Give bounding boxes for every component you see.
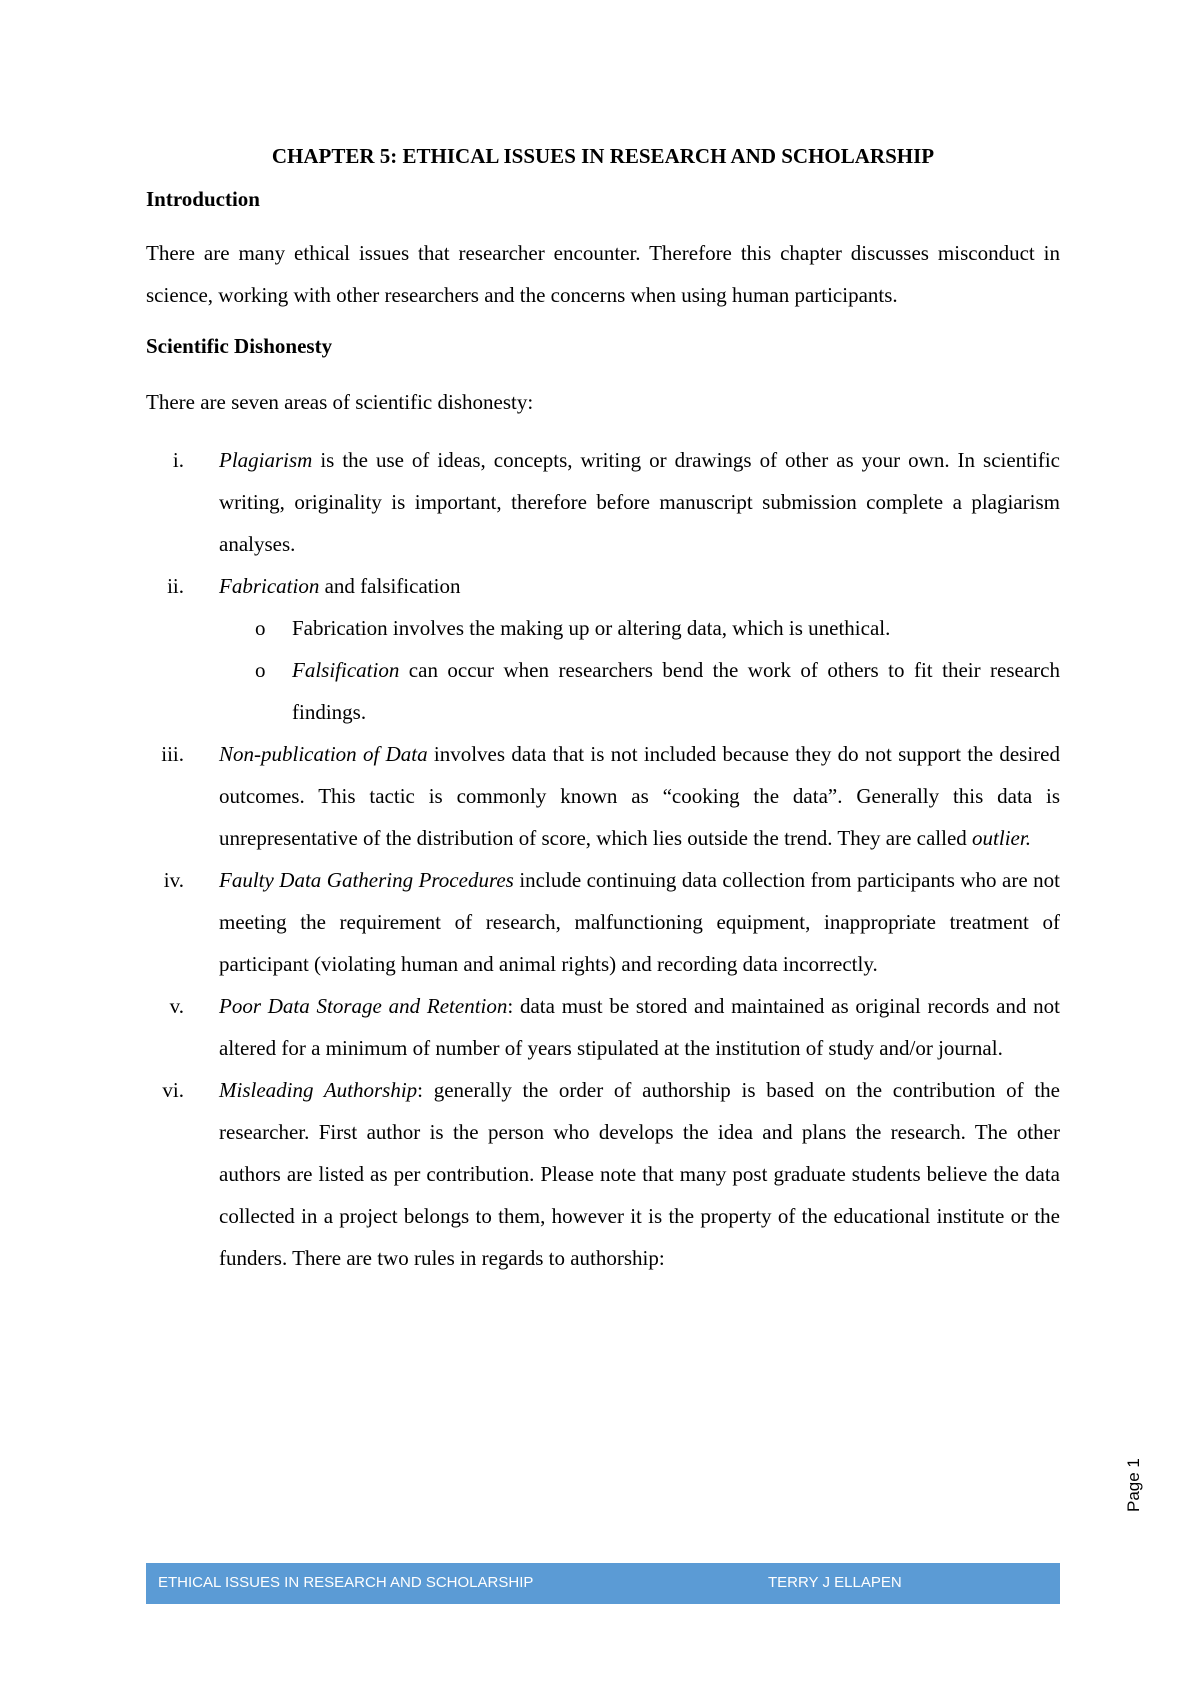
list-item [146,985,1060,1069]
list-item-emphasis: outlier. [972,826,1031,850]
list-item-text: : data must be stored and maintained as original records and not altered for a minimum of number of years stipulated at the institution of study and/or journal. [219,994,1060,1060]
sub-bullet: o [255,658,266,682]
list-item-term: Poor Data Storage and Retention [219,994,508,1018]
sub-item-text: Fabrication involves the making up or altering data, which is unethical. [292,616,891,640]
sub-list-item [219,649,1060,733]
list-item [146,733,1060,859]
list-item-number: ii. [167,574,184,598]
list-item [146,1069,1060,1279]
footer-title: ETHICAL ISSUES IN RESEARCH AND SCHOLARSHIP [158,1574,534,1591]
list-item-term: Fabrication [219,574,320,598]
list-item-number: iv. [163,868,184,892]
list-item-term: Faulty Data Gathering Procedures [219,868,514,892]
sub-item-text: can occur when researchers bend the work of others to fit their research findings. [292,658,1060,724]
list-item [146,439,1060,565]
dishonesty-list [146,439,1060,1279]
list-item [146,859,1060,985]
list-item-number: vi. [162,1078,184,1102]
introduction-heading: Introduction [146,187,260,211]
list-item-term: Non-publication of Data [219,742,428,766]
list-item-term: Misleading Authorship [219,1078,418,1102]
footer-bar [146,1563,1060,1604]
list-item-number: i. [172,448,184,472]
page-number: Page 1 [1124,1458,1143,1512]
list-item-number: v. [169,994,184,1018]
sub-bullet: o [255,616,266,640]
sub-list-item [219,607,1060,649]
footer-author: TERRY J ELLAPEN [768,1574,902,1591]
introduction-paragraph: There are many ethical issues that researcher encounter. Therefore this chapter discusses misconduct in science, working with other researchers and the concerns when using human participants. [146,241,1060,307]
list-item-text: include continuing data collection from participants who are not meeting the requirement of research, malfunctioning equipment, inappropriate treatment of participant (violating human and animal rights) and recording data incorrectly. [219,868,1060,976]
sub-item-term: Falsification [292,658,400,682]
list-item [146,565,1060,733]
dishonesty-lead-text: There are seven areas of scientific dishonesty: [146,390,534,414]
fabrication-sub-list [219,607,1060,733]
chapter-title: CHAPTER 5: ETHICAL ISSUES IN RESEARCH AND SCHOLARSHIP [271,144,935,168]
list-item-term: Plagiarism [219,448,313,472]
list-item-number: iii. [161,742,184,766]
scientific-dishonesty-heading: Scientific Dishonesty [146,334,333,358]
list-item-text: involves data that is not included because they do not support the desired outcomes. This tactic is commonly known as “cooking the data”. Generally this data is unrepresentative of the distribution of score, which lies outside the trend. They are called [219,742,1060,850]
page-content [146,144,1060,1279]
list-item-text: is the use of ideas, concepts, writing or drawings of other as your own. In scientific writing, originality is important, therefore before manuscript submission complete a plagiarism analyses. [219,448,1060,556]
list-item-text: and falsification [319,574,461,598]
list-item-text: : generally the order of authorship is based on the contribution of the researcher. First author is the person who develops the idea and plans the research. The other authors are listed as per contribution. Please note that many post graduate students believe the data collected in a project belongs to them, however it is the property of the educational institute or the funders. There are two rules in regards to authorship: [219,1078,1060,1270]
